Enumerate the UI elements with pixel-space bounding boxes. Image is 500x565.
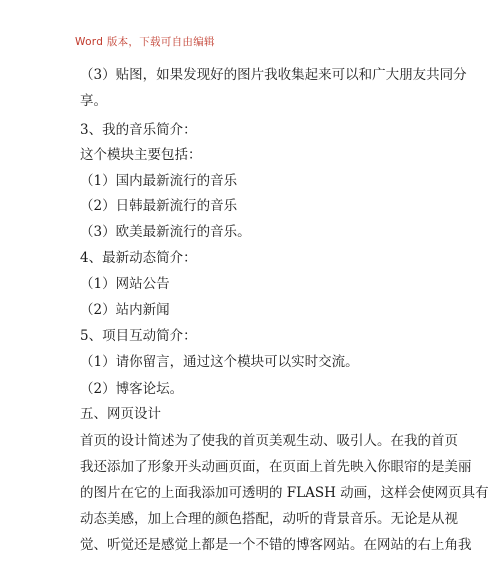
section-heading: 3、我的音乐简介： <box>80 122 197 138</box>
section-heading: 5、项目互动简介： <box>80 328 197 344</box>
list-item: （1）网站公告 <box>80 276 170 292</box>
paragraph-line: 的图片在它的上面我添加可透明的 FLASH 动画，这样会使网页具有 <box>80 485 489 501</box>
text-line: （3）贴图，如果发现好的图片我收集起来可以和广大朋友共同分 <box>80 67 467 83</box>
list-item: （2）博客论坛。 <box>80 381 184 397</box>
list-item: （3）欧美最新流行的音乐。 <box>80 224 251 240</box>
list-item: （2）日韩最新流行的音乐 <box>80 198 238 214</box>
paragraph-line: 我还添加了形象开头动画页面，在页面上首先映入你眼帘的是美丽 <box>80 459 472 475</box>
paragraph-line: 动态美感，加上合理的颜色搭配，动听的背景音乐。无论是从视 <box>80 511 458 527</box>
list-item: （2）站内新闻 <box>80 302 170 318</box>
text-line: 这个模块主要包括： <box>80 147 202 163</box>
list-item: （1）国内最新流行的音乐 <box>80 173 238 189</box>
text-line: 享。 <box>80 93 107 109</box>
paragraph-line: 觉、听觉还是感觉上都是一个不错的博客网站。在网站的右上角我 <box>80 537 472 553</box>
section-heading: 五、网页设计 <box>80 406 161 422</box>
list-item: （1）请你留言，通过这个模块可以实时交流。 <box>80 354 359 370</box>
section-heading: 4、最新动态简介： <box>80 250 197 266</box>
paragraph-line: 首页的设计简述为了使我的首页美观生动、吸引人。在我的首页 <box>80 433 458 449</box>
document-header: Word 版本，下载可自由编辑 <box>75 36 215 48</box>
